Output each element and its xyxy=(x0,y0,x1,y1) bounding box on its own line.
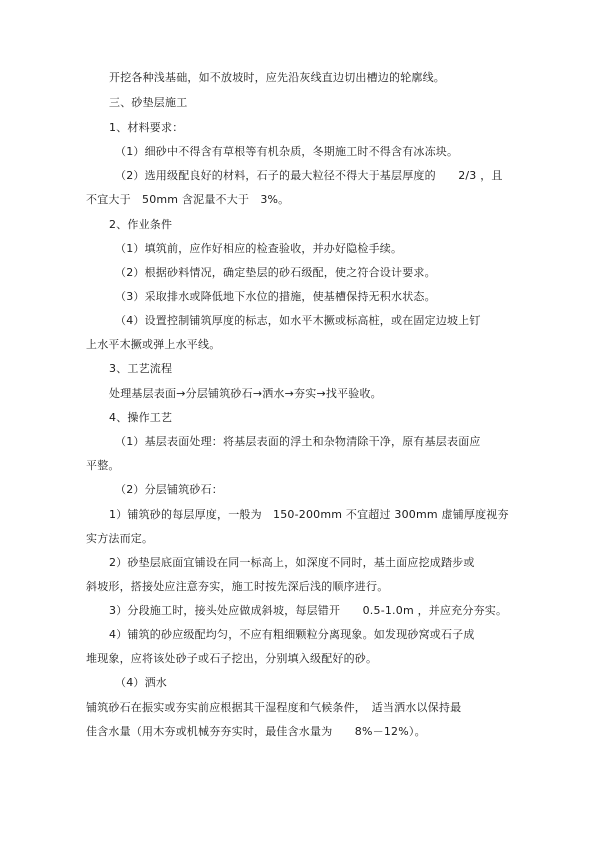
paragraph-line: 处理基层表面→分层铺筑砂石→洒水→夯实→找平验收。 xyxy=(109,387,382,400)
paragraph-line: 4）铺筑的砂应级配均匀，不应有粗细颗粒分离现象。如发现砂窝或石子成 xyxy=(109,628,475,641)
paragraph-line: （4）设置控制铺筑厚度的标志，如水平木撅或标高桩，或在固定边坡上钉 xyxy=(115,314,481,327)
subsection-heading: 4、操作工艺 xyxy=(109,411,173,424)
paragraph-line: （3）采取排水或降低地下水位的措施，使基槽保持无积水状态。 xyxy=(115,290,436,303)
paragraph-line: 佳含水量（用木夯或机械夯夯实时，最佳含水量为 8%－12%）。 xyxy=(86,725,426,738)
paragraph-line: 开挖各种浅基础，如不放坡时，应先沿灰线直边切出槽边的轮廓线。 xyxy=(109,71,445,84)
paragraph-line: 2）砂垫层底面宜铺设在同一标高上，如深度不同时，基土面应挖成踏步或 xyxy=(109,556,475,569)
paragraph-line: 堆现象，应将该处砂子或石子挖出，分别填入级配好的砂。 xyxy=(86,652,378,665)
subsection-heading: （4）洒水 xyxy=(115,676,167,689)
paragraph-line: 不宜大于 50mm 含泥量不大于 3%。 xyxy=(86,193,290,206)
paragraph-line: 3）分段施工时，接头处应做成斜坡，每层错开 0.5-1.0m ，并应充分夯实。 xyxy=(109,604,508,617)
section-heading: 三、砂垫层施工 xyxy=(109,96,188,109)
paragraph-line: （2）分层铺筑砂石： xyxy=(115,483,223,496)
paragraph-line: 实方法而定。 xyxy=(86,532,154,545)
paragraph-line: 上水平木撅或弹上水平线。 xyxy=(86,338,221,351)
paragraph-line: （2）根据砂料情况，确定垫层的砂石级配，使之符合设计要求。 xyxy=(115,266,436,279)
subsection-heading: 2、作业条件 xyxy=(109,218,173,231)
subsection-heading: 1、材料要求： xyxy=(109,121,184,134)
paragraph-line: 斜坡形，搭接处应注意夯实，施工时按先深后浅的顺序进行。 xyxy=(86,580,389,593)
paragraph-line: 平整。 xyxy=(86,459,120,472)
subsection-heading: 3、工艺流程 xyxy=(109,362,173,375)
paragraph-line: （1）基层表面处理：将基层表面的浮土和杂物清除干净，原有基层表面应 xyxy=(115,435,481,448)
paragraph-line: （2）选用级配良好的材料，石子的最大粒径不得大于基层厚度的 2/3 ，且 xyxy=(115,169,503,182)
paragraph-line: （1）细砂中不得含有草根等有机杂质，冬期施工时不得含有冰冻块。 xyxy=(115,145,459,158)
paragraph-line: 铺筑砂石在振实或夯实前应根据其干湿程度和气候条件， 适当洒水以保持最 xyxy=(86,701,462,714)
paragraph-line: 1）铺筑砂的每层厚度，一般为 150-200mm 不宜超过 300mm 虚铺厚度视夯 xyxy=(109,508,509,521)
paragraph-line: （1）填筑前，应作好相应的检查验收，并办好隐检手续。 xyxy=(115,242,403,255)
